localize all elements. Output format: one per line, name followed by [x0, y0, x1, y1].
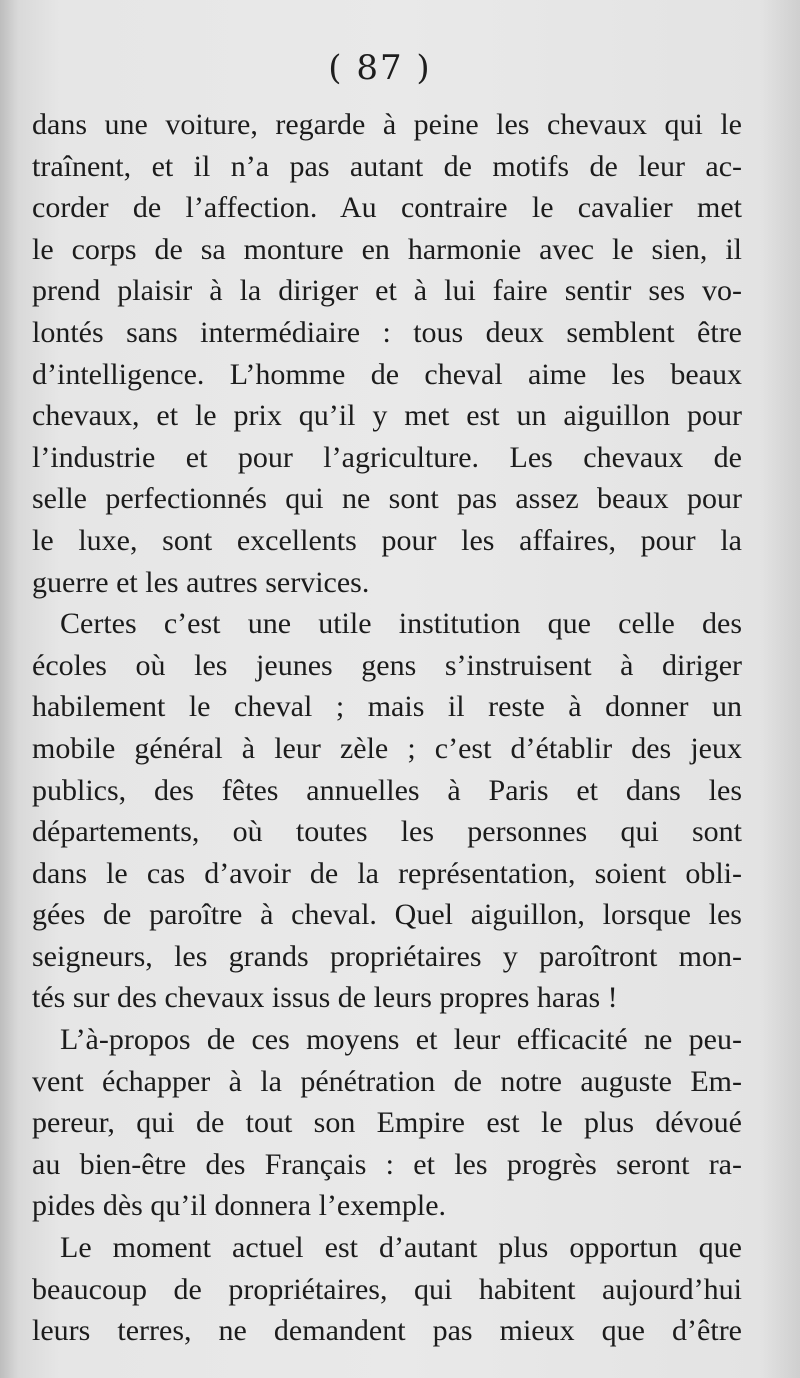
text-line: seigneurs, les grands propriétaires y paroîtront mon- — [32, 939, 742, 973]
text-line: d’intelligence. L’homme de cheval aime les beaux — [32, 357, 742, 391]
text-line: traînent, et il n’a pas autant de motifs de leur ac- — [32, 149, 742, 183]
text-line: pereur, qui de tout son Empire est le plus dévoué — [32, 1106, 742, 1140]
text-line: l’industrie et pour l’agriculture. Les chevaux de — [32, 440, 742, 474]
text-line: selle perfectionnés qui ne sont pas assez beaux pour — [32, 482, 742, 516]
text-line: L’à-propos de ces moyens et leur efficacité ne peu- — [60, 1023, 742, 1057]
text-line: Le moment actuel est d’autant plus opportun que — [60, 1231, 742, 1265]
text-line: pides dès qu’il donnera l’exemple. — [32, 1189, 447, 1223]
text-line: mobile général à leur zèle ; c’est d’établir des jeux — [32, 731, 742, 765]
text-line: publics, des fêtes annuelles à Paris et dans les — [32, 773, 742, 807]
text-line: chevaux, et le prix qu’il y met est un aiguillon pour — [32, 399, 742, 433]
text-line: écoles où les jeunes gens s’instruisent à diriger — [32, 648, 742, 682]
page-number: ( 87 ) — [328, 48, 432, 88]
text-line: le luxe, sont excellents pour les affaires, pour la — [32, 523, 742, 557]
text-line: gées de paroître à cheval. Quel aiguillon, lorsque les — [32, 898, 742, 932]
text-line: corder de l’affection. Au contraire le cavalier met — [32, 191, 742, 225]
text-line: le corps de sa monture en harmonie avec le sien, il — [32, 232, 742, 266]
text-line: guerre et les autres services. — [32, 565, 370, 599]
text-line: beaucoup de propriétaires, qui habitent aujourd’hui — [32, 1272, 742, 1306]
text-line: Certes c’est une utile institution que celle des — [60, 607, 742, 641]
text-line: habilement le cheval ; mais il reste à donner un — [32, 690, 742, 724]
text-line: vent échapper à la pénétration de notre auguste Em- — [32, 1064, 742, 1098]
text-line: lontés sans intermédiaire : tous deux semblent être — [32, 315, 742, 349]
page-text — [32, 104, 742, 1352]
text-line: départements, où toutes les personnes qui sont — [32, 815, 742, 849]
text-line: dans le cas d’avoir de la représentation, soient obli- — [32, 856, 742, 890]
text-line: leurs terres, ne demandent pas mieux que d’être — [32, 1314, 742, 1348]
text-line: au bien-être des Français : et les progrès seront ra- — [32, 1147, 742, 1181]
text-line: tés sur des chevaux issus de leurs propres haras ! — [32, 981, 618, 1015]
text-line: prend plaisir à la diriger et à lui faire sentir ses vo- — [32, 274, 742, 308]
text-line: dans une voiture, regarde à peine les chevaux qui le — [32, 108, 742, 141]
